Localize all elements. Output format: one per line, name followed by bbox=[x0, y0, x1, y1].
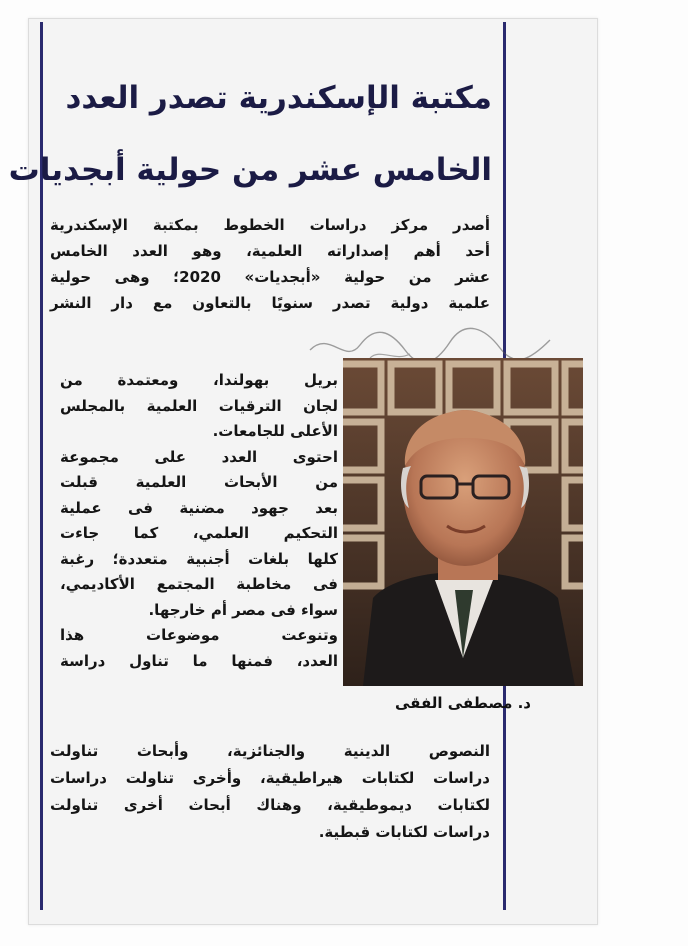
text-line: عشر من حولية «أبجديات» 2020؛ وهى حولية bbox=[50, 268, 490, 286]
article-narrow-column bbox=[60, 368, 338, 674]
text-line: التحكيم العلمي، كما جاءت bbox=[60, 524, 338, 542]
headline-line-1: مكتبة الإسكندرية تصدر العدد bbox=[65, 80, 492, 116]
text-line: فى مخاطبة المجتمع الأكاديمي، bbox=[60, 575, 338, 593]
author-photo bbox=[343, 358, 583, 686]
text-line: لكتابات ديموطيقية، وهناك أبحاث أخرى تناولت bbox=[50, 796, 490, 814]
text-line: أحد أهم إصداراته العلمية، وهو العدد الخامس bbox=[50, 242, 490, 260]
text-line: كلها بلغات أجنبية متعددة؛ رغبة bbox=[60, 549, 338, 568]
text-line: أصدر مركز دراسات الخطوط بمكتبة الإسكندرية bbox=[50, 216, 490, 234]
photo-caption: د. مصطفى الفقى bbox=[394, 694, 532, 712]
article-paragraph-3-bottom bbox=[50, 738, 490, 846]
text-line: من الأبحاث العلمية قبلت bbox=[60, 473, 338, 491]
text-line: العدد، فمنها ما تناول دراسة bbox=[60, 651, 338, 670]
text-line: النصوص الدينية والجنائزية، وأبحاث تناولت bbox=[50, 742, 490, 760]
article-paragraph-1-top bbox=[50, 212, 490, 316]
text-line: لجان الترقيات العلمية بالمجلس bbox=[60, 396, 338, 415]
text-line: الأعلى للجامعات. bbox=[212, 422, 338, 440]
text-line: علمية دولية تصدر سنويًا بالتعاون مع دار النشر bbox=[50, 294, 490, 312]
text-line: احتوى العدد على مجموعة bbox=[60, 447, 338, 466]
portrait-image bbox=[343, 358, 583, 686]
text-line: وتنوعت موضوعات هذا bbox=[60, 626, 338, 644]
article-headline bbox=[8, 62, 492, 206]
text-line: سواء فى مصر أم خارجها. bbox=[148, 600, 338, 619]
text-line: بريل بهولندا، ومعتمدة من bbox=[60, 371, 338, 389]
text-line: دراسات لكتابات قبطية. bbox=[318, 823, 490, 841]
headline-line-2: الخامس عشر من حولية أبجديات bbox=[8, 152, 492, 188]
text-line: دراسات لكتابات هيراطيقية، وأخرى تناولت دراسات bbox=[50, 769, 490, 787]
text-line: بعد جهود مضنية فى عملية bbox=[60, 498, 338, 517]
